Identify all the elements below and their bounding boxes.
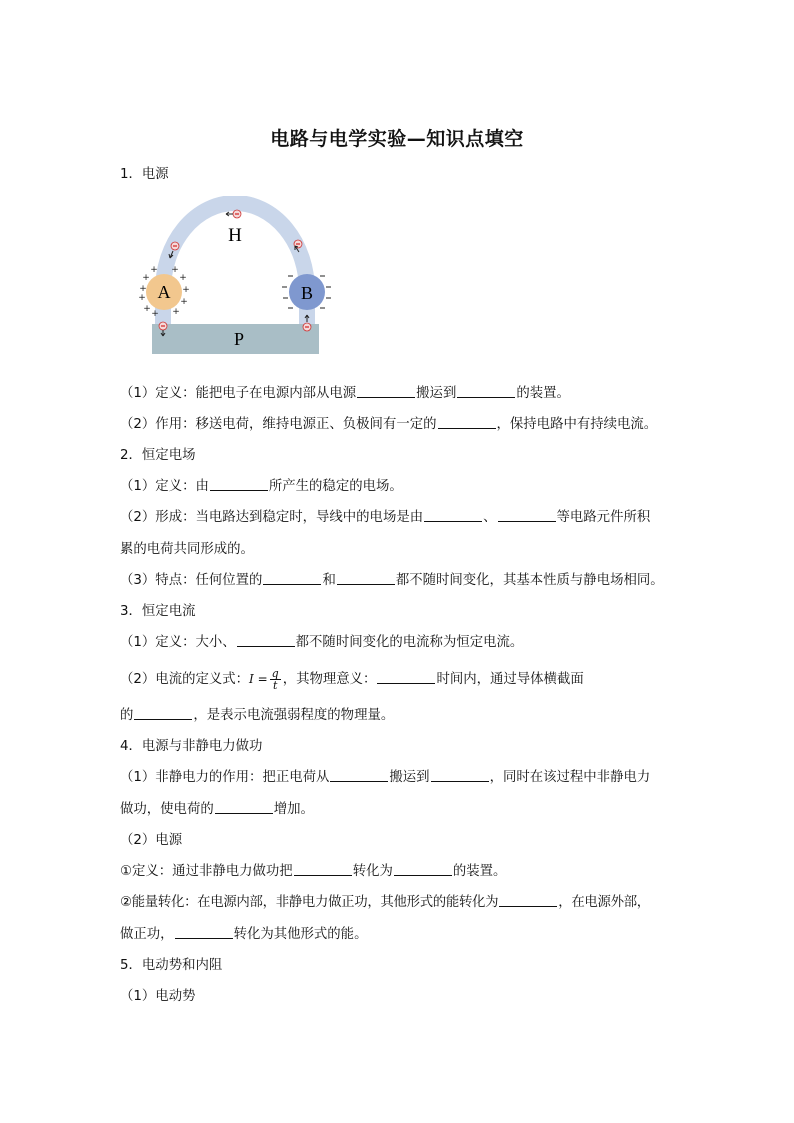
s2-line-2: （2）形成：当电路达到稳定时，导线中的电场是由 、 等电路元件所积	[120, 510, 651, 525]
formula-fraction: $\frac{q}{t}$	[271, 666, 279, 692]
blank-field[interactable]	[357, 384, 415, 398]
blank-field[interactable]	[377, 670, 435, 684]
blank-field[interactable]	[337, 571, 395, 585]
s4-line-2: （2）电源	[120, 833, 183, 848]
label-p: P	[233, 329, 245, 349]
s2-line-2-cont: 累的电荷共同形成的。	[120, 542, 254, 557]
blank-field[interactable]	[499, 893, 557, 907]
s3-line-2-cont: 的 ，是表示电流强弱程度的物理量。	[120, 708, 395, 723]
svg-text:+: +	[150, 265, 158, 275]
charge-path-arc	[163, 203, 307, 328]
svg-text:+: +	[172, 307, 180, 317]
s2-line-3: （3）特点：任何位置的 和 都不随时间变化，其基本性质与静电场相同。	[120, 573, 664, 588]
blank-field[interactable]	[394, 862, 452, 876]
s3-line-1: （1）定义：大小、 都不随时间变化的电流称为恒定电流。	[120, 635, 524, 650]
formula-lhs: I =	[249, 672, 268, 686]
label-h: H	[228, 225, 242, 246]
section-4-heading: 4．电源与非静电力做功	[120, 739, 263, 754]
blank-field[interactable]	[431, 768, 489, 782]
blank-field[interactable]	[424, 508, 482, 522]
s1-line-2: （2）作用：移送电荷，维持电源正、负极间有一定的 ，保持电路中有持续电流。	[120, 417, 658, 432]
svg-text:+: +	[138, 293, 146, 303]
power-source-diagram	[138, 196, 338, 358]
blank-field[interactable]	[330, 768, 388, 782]
svg-text:+: +	[139, 284, 147, 294]
blank-field[interactable]	[498, 508, 556, 522]
label-b: B	[300, 283, 314, 303]
page-title: 电路与电学实验—知识点填空	[270, 128, 524, 150]
blank-field[interactable]	[457, 384, 515, 398]
blank-field[interactable]	[134, 706, 192, 720]
svg-text:+: +	[143, 304, 151, 314]
svg-text:+: +	[182, 285, 190, 295]
s4-line-4: ②能量转化：在电源内部，非静电力做正功，其他形式的能转化为 ，在电源外部，	[120, 895, 650, 910]
s2-line-1: （1）定义：由 所产生的稳定的电场。	[120, 479, 403, 494]
s1-line-1: （1）定义：能把电子在电源内部从电源 搬运到 的装置。	[120, 386, 570, 401]
s4-line-3: ①定义：通过非静电力做功把 转化为 的装置。	[120, 864, 507, 879]
blank-field[interactable]	[438, 415, 496, 429]
blank-field[interactable]	[210, 477, 268, 491]
blank-field[interactable]	[294, 862, 352, 876]
section-1-heading: 1．电源	[120, 167, 169, 182]
blank-field[interactable]	[263, 571, 321, 585]
svg-text:+: +	[151, 309, 159, 319]
blank-field[interactable]	[215, 800, 273, 814]
s4-line-4-cont: 做正功， 转化为其他形式的能。	[120, 927, 368, 942]
s4-line-1-cont: 做功，使电荷的 增加。	[120, 802, 314, 817]
section-3-heading: 3．恒定电流	[120, 604, 196, 619]
blank-field[interactable]	[175, 925, 233, 939]
s5-line-1: （1）电动势	[120, 989, 196, 1004]
label-a: A	[157, 282, 171, 302]
svg-text:+: +	[142, 273, 150, 283]
svg-text:+: +	[171, 265, 179, 275]
svg-text:+: +	[180, 297, 188, 307]
blank-field[interactable]	[237, 633, 295, 647]
section-2-heading: 2．恒定电场	[120, 448, 196, 463]
svg-text:+: +	[179, 273, 187, 283]
s3-line-2: （2）电流的定义式：I = $\frac{q}{t}$ ，其物理意义： 时间内，通过导体横截面	[120, 666, 584, 692]
s4-line-1: （1）非静电力的作用：把正电荷从 搬运到 ，同时在该过程中非静电力	[120, 770, 651, 785]
section-5-heading: 5．电动势和内阻	[120, 958, 223, 973]
